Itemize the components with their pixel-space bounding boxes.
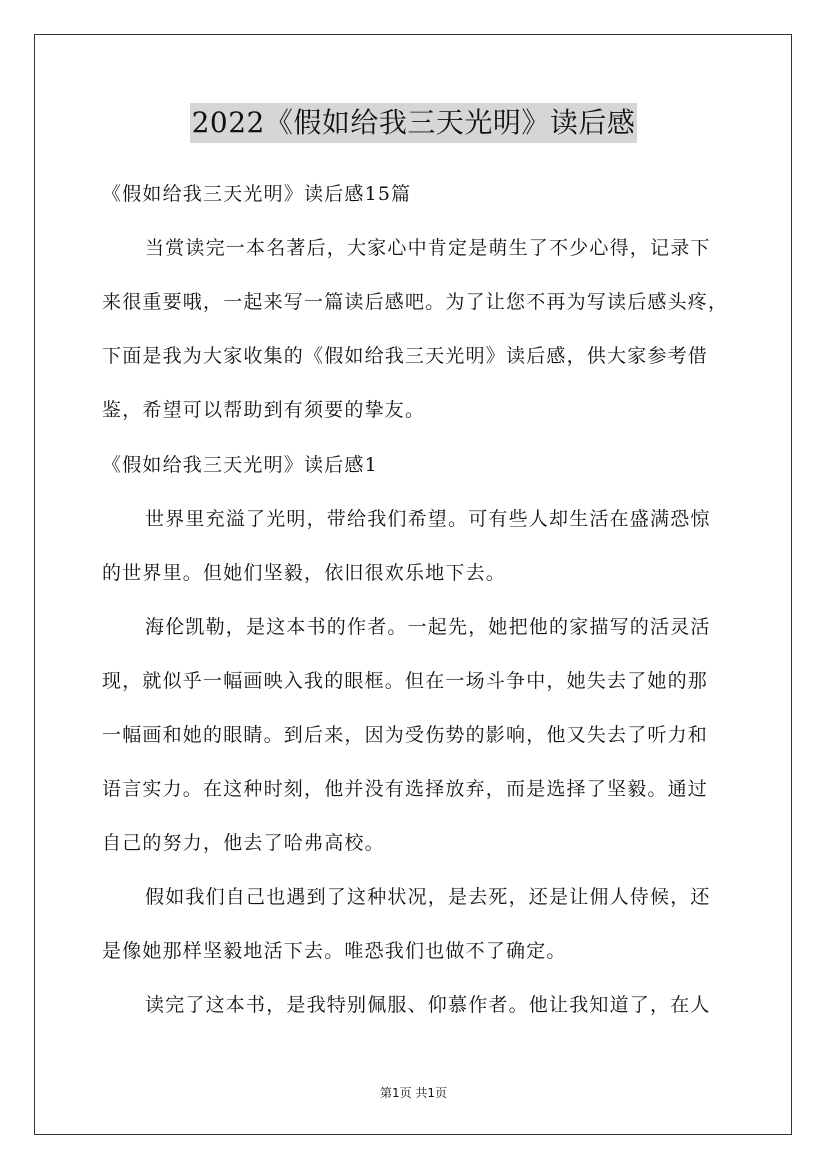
paragraph-2-line-1: 海伦凯勒，是这本书的作者。一起先，她把他的家描写的活灵活	[145, 616, 711, 638]
intro-line-2: 来很重要哦，一起来写一篇读后感吧。为了让您不再为写读后感头疼，	[102, 291, 729, 313]
paragraph-1-line-1: 世界里充溢了光明，带给我们希望。可有些人却生活在盛满恐惊	[145, 508, 711, 530]
intro-line-1: 当赏读完一本名著后，大家心中肯定是萌生了不少心得，记录下	[145, 237, 711, 259]
paragraph-3-line-2: 是像她那样坚毅地活下去。唯恐我们也做不了确定。	[102, 940, 567, 962]
paragraph-3-line-1: 假如我们自己也遇到了这种状况，是去死，还是让佣人侍候，还	[145, 886, 711, 908]
page-footer: 第1页 共1页	[379, 1086, 448, 1100]
paragraph-1-line-2: 的世界里。但她们坚毅，依旧很欢乐地下去。	[102, 562, 507, 584]
subtitle: 《假如给我三天光明》读后感15篇	[102, 183, 412, 205]
paragraph-4-line-1: 读完了这本书，是我特别佩服、仰慕作者。他让我知道了，在人	[145, 994, 711, 1016]
title-container	[0, 103, 827, 143]
intro-line-4: 鉴，希望可以帮助到有须要的挚友。	[102, 399, 426, 421]
paragraph-2-line-5: 自己的努力，他去了哈弗高校。	[102, 832, 385, 854]
document-title: 2022《假如给我三天光明》读后感	[190, 103, 638, 143]
paragraph-2-line-3: 一幅画和她的眼睛。到后来，因为受伤势的影响，他又失去了听力和	[102, 724, 709, 746]
paragraph-2-line-4: 语言实力。在这种时刻，他并没有选择放弃，而是选择了坚毅。通过	[102, 778, 709, 800]
section-heading: 《假如给我三天光明》读后感1	[102, 454, 378, 476]
paragraph-2-line-2: 现，就似乎一幅画映入我的眼框。但在一场斗争中，她失去了她的那	[102, 670, 709, 692]
intro-line-3: 下面是我为大家收集的《假如给我三天光明》读后感，供大家参考借	[102, 345, 709, 367]
